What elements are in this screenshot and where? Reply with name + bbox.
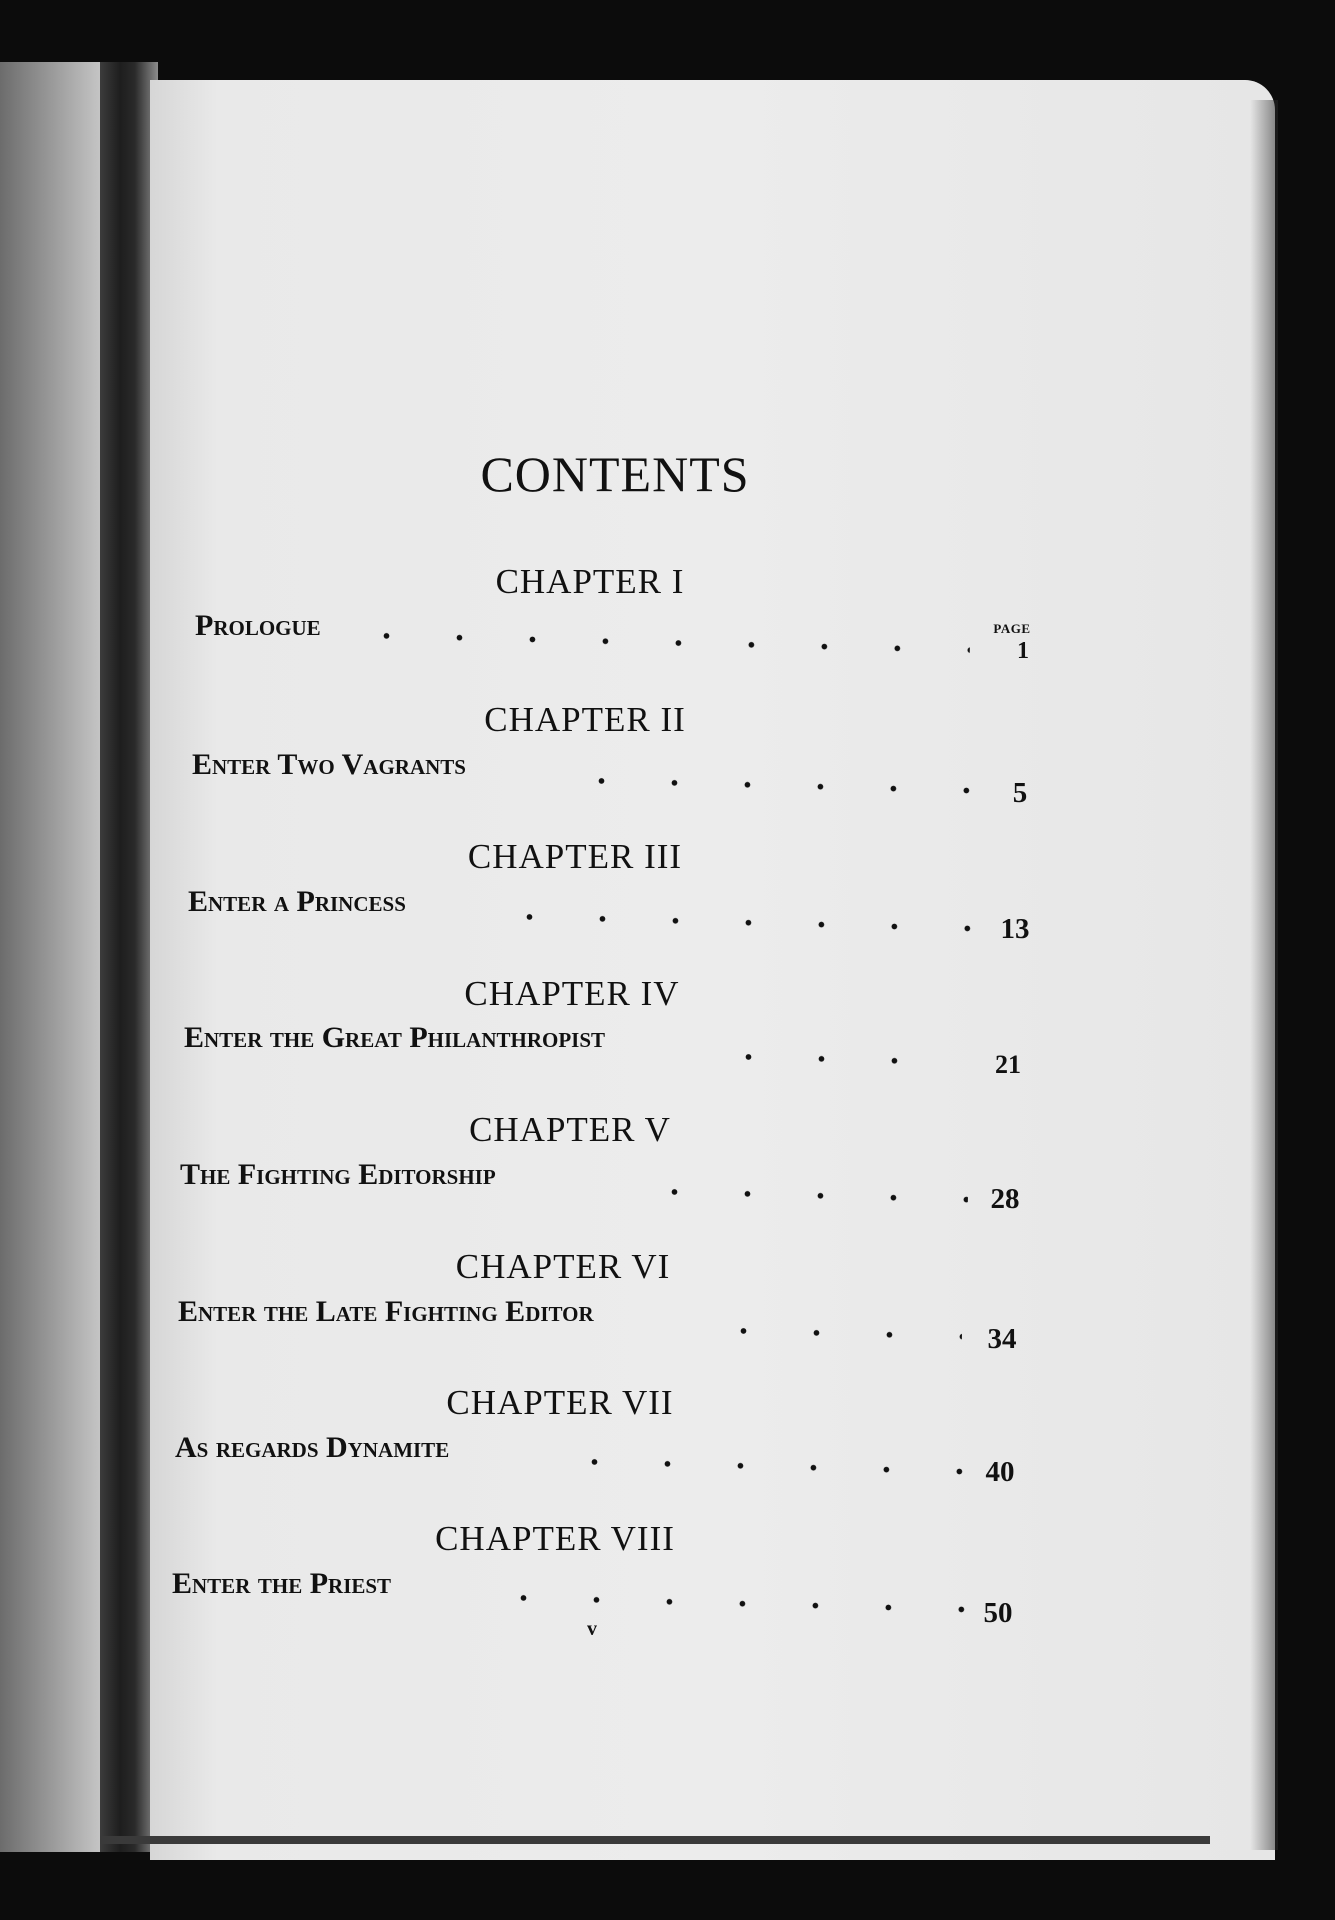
chapter-heading: CHAPTER III [467, 837, 683, 876]
chapter-heading: CHAPTER VI [455, 1247, 671, 1286]
chapter-page-number: 28 [990, 1183, 1020, 1215]
chapter-title: Enter Two Vagrants [192, 748, 466, 781]
chapter-title: Enter the Great Philanthropist [184, 1021, 606, 1054]
chapter-title: Enter the Priest [172, 1567, 392, 1600]
page-column-heading: PAGE [993, 621, 1031, 636]
chapter-heading: CHAPTER VII [446, 1383, 674, 1422]
chapter-heading: CHAPTER II [484, 700, 686, 739]
page-edge-shadow [1250, 100, 1278, 1850]
chapter-title: The Fighting Editorship [180, 1158, 496, 1191]
chapter-title: Prologue [195, 609, 321, 642]
chapter-heading: CHAPTER V [469, 1110, 671, 1149]
chapter-page-number: 40 [985, 1456, 1015, 1488]
chapter-heading: CHAPTER I [495, 562, 685, 601]
page-folio: v [587, 1618, 597, 1640]
chapter-page-number: 21 [995, 1050, 1021, 1079]
chapter-heading: CHAPTER VIII [435, 1519, 675, 1558]
chapter-heading: CHAPTER IV [464, 974, 680, 1013]
chapter-title: Enter the Late Fighting Editor [178, 1295, 594, 1328]
chapter-page-number: 5 [1012, 777, 1028, 809]
chapter-page-number: 34 [987, 1323, 1017, 1355]
chapter-title: As regards Dynamite [175, 1431, 450, 1464]
chapter-page-number: 50 [983, 1597, 1013, 1629]
page-bottom-edge [100, 1836, 1210, 1844]
page-title: CONTENTS [480, 446, 750, 502]
chapter-page-number: 13 [1000, 913, 1030, 945]
chapter-title: Enter a Princess [188, 885, 406, 918]
chapter-page-number: 1 [1017, 638, 1029, 664]
